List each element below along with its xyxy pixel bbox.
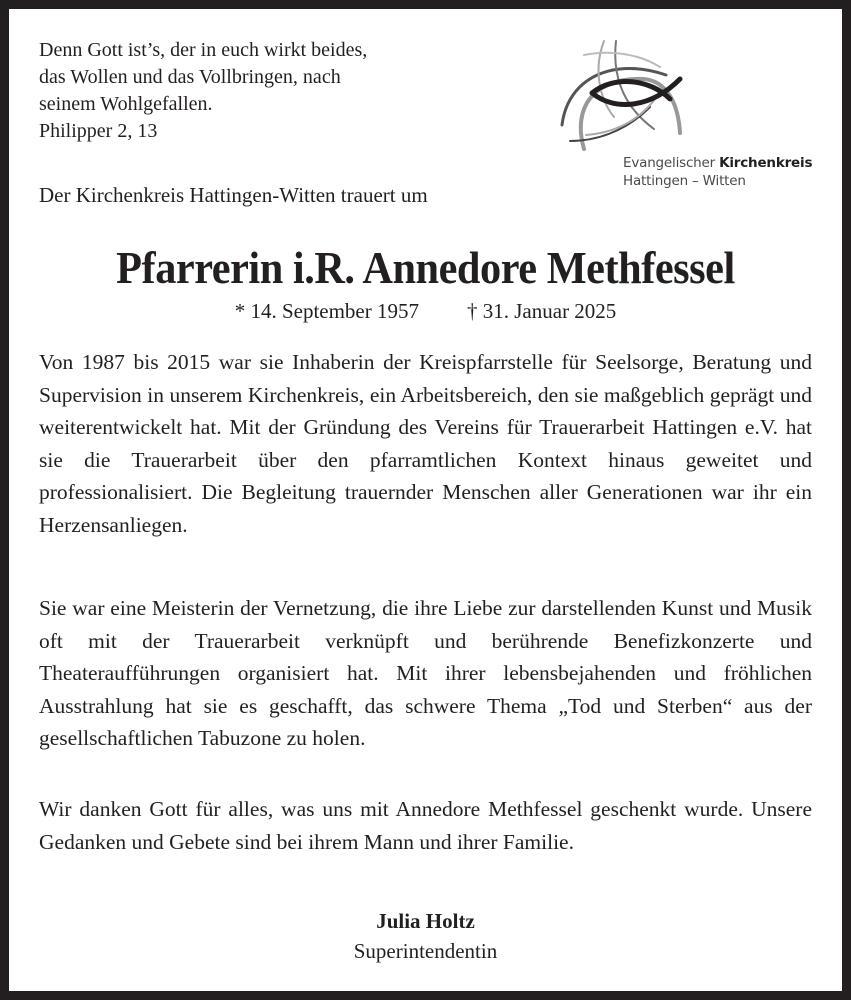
- paragraph-gratitude: Wir danken Gott für alles, was uns mit Annedore Methfessel geschenkt wurde. Unsere Gedanken und Gebete sind bei ihrem Mann und ihrer Familie.: [39, 797, 812, 854]
- death-date: † 31. Januar 2025: [467, 299, 617, 323]
- birth-date: * 14. September 1957: [234, 299, 419, 323]
- life-dates: [9, 299, 842, 324]
- logo-text-kirchenkreis: Kirchenkreis: [719, 155, 813, 171]
- signatory-name: Julia Holtz: [376, 909, 475, 933]
- signature-block: [9, 906, 842, 966]
- intro-line: Der Kirchenkreis Hattingen-Witten trauert um: [39, 183, 428, 207]
- obituary-notice: [9, 9, 842, 991]
- logo-text: [623, 154, 812, 190]
- fish-ichthys-logo-icon: [554, 37, 694, 167]
- deceased-name-title: Pfarrerin i.R. Annedore Methfessel: [116, 242, 735, 293]
- verse-reference: Philipper 2, 13: [39, 120, 158, 142]
- verse-line: seinem Wohlgefallen.: [39, 93, 213, 115]
- paragraph-networking: Sie war eine Meisterin der Vernetzung, die ihre Liebe zur darstellenden Kunst und Musik oft mit der Trauerarbeit verknüpft und berührende Benefizkonzerte und Theateraufführungen organisiert hat. Mit ihrer lebensbejahenden und fröhlichen Ausstrahlung hat sie es geschafft, das schwere Thema „Tod und Sterben“ aus der gesellschaftlichen Tabuzone zu holen.: [39, 596, 812, 750]
- verse-line: Denn Gott ist’s, der in euch wirkt beides,: [39, 39, 368, 61]
- logo-text-location: Hattingen – Witten: [623, 173, 746, 189]
- bible-verse: [39, 37, 367, 145]
- signatory-role: Superintendentin: [353, 939, 498, 963]
- verse-line: das Wollen und das Vollbringen, nach: [39, 66, 341, 88]
- paragraph-career: Von 1987 bis 2015 war sie Inhaberin der Kreispfarrstelle für Seelsorge, Beratung und Supervision in unserem Kirchenkreis, ein Arbeitsbereich, den sie maßgeblich geprägt und weiterentwickelt hat. Mit der Gründung des Vereins für Trauerarbeit Hattingen e.V. hat sie die Trauerarbeit über den pfarramtlichen Kontext hinaus geweitet und professionalisiert. Die Begleitung trauernder Menschen aller Generationen war ihr ein Herzensanliegen.: [39, 350, 812, 537]
- logo-text-evangelischer: Evangelischer: [623, 155, 720, 171]
- church-district-logo: [554, 37, 824, 207]
